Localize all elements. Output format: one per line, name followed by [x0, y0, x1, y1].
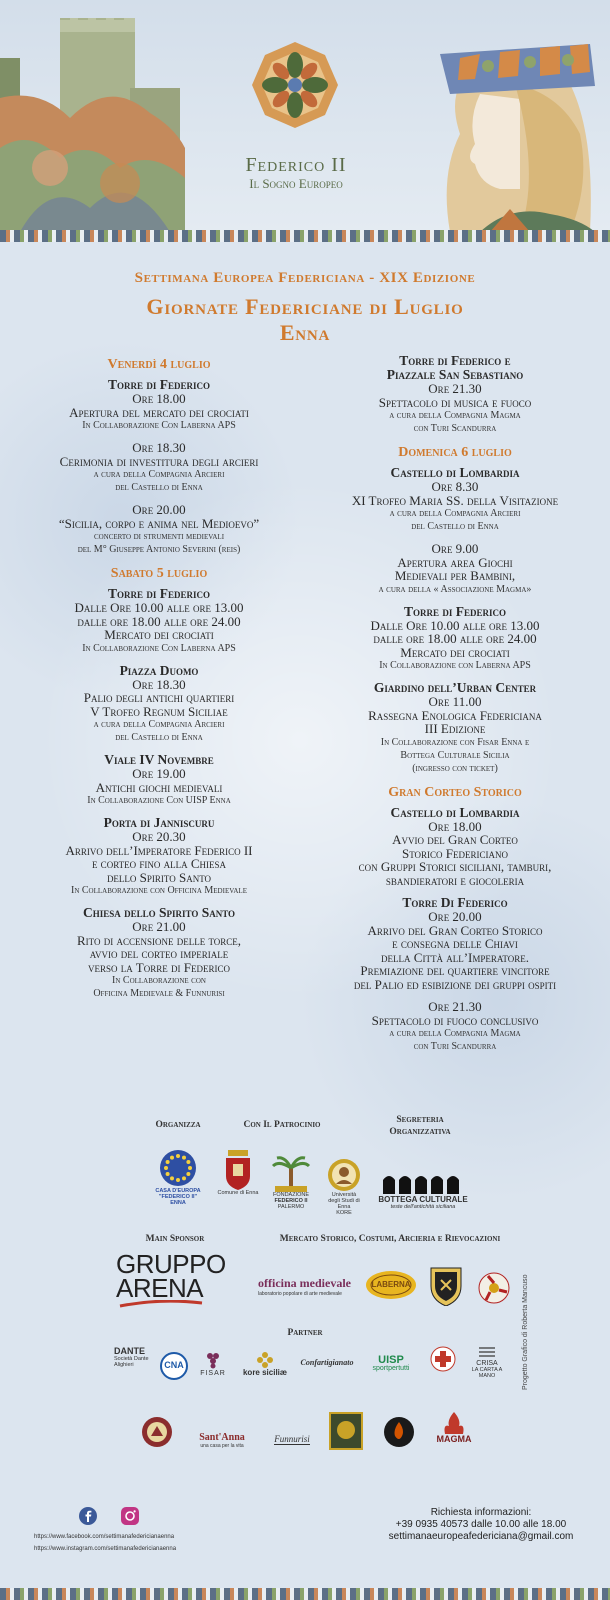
main-title-line-1: Giornate Federiciane di Luglio — [146, 294, 464, 319]
event-note: In Collaborazione con Fisar Enna e — [380, 736, 530, 748]
event-note: (ingresso con ticket) — [412, 762, 498, 774]
trinacria-logo — [476, 1272, 512, 1304]
edition-title: Settimana Europea Federiciana - XIX Edizione — [134, 270, 476, 286]
program-event — [14, 587, 304, 655]
event-note: In Collaborazione Con UISP Enna — [87, 795, 231, 806]
program-event — [14, 816, 304, 897]
event-note: In Collaborazione Con Laberna APS — [82, 420, 236, 431]
event-note: a cura della Compagnia Magma — [389, 410, 521, 421]
shield-icon — [429, 1264, 463, 1306]
label-organizza: Organizza — [155, 1120, 201, 1130]
confartigianato-logo: Confartigianato — [300, 1358, 354, 1367]
facebook-link[interactable]: https://www.facebook.com/settimanafedericianaenna — [34, 1534, 175, 1540]
event-description: Mercato dei crociati — [104, 627, 214, 642]
crest-circle-icon — [141, 1416, 173, 1448]
crisa-logo: CRISA LA CARTA A MANO — [466, 1346, 508, 1379]
program-event — [14, 503, 304, 556]
event-place: Torre di Federico — [107, 586, 210, 601]
event-time: Ore 8.30 — [431, 479, 479, 494]
flower-icon — [257, 1352, 273, 1368]
event-description: Mercato dei crociati — [400, 644, 510, 660]
fondazione-federico-logo: FONDAZIONE FEDERICO II PALERMO — [266, 1156, 316, 1210]
event-description: dello Spirito Santo — [106, 869, 212, 885]
event-description: V Trofeo Regnum Siciliae — [90, 703, 228, 719]
facebook-icon[interactable] — [78, 1506, 98, 1531]
event-note: del M° Giuseppe Antonio Severini (reis) — [77, 544, 241, 555]
decorative-border-bottom — [0, 1588, 610, 1600]
eu-stars-icon — [158, 1148, 198, 1188]
event-description: verso la Torre di Federico — [88, 959, 230, 975]
program-event — [310, 466, 600, 533]
santanna-logo: Sant'Anna una casa per la vita — [199, 1432, 245, 1449]
event-place: Torre di Federico — [107, 377, 210, 392]
arcieri-shield-logo — [426, 1264, 466, 1306]
event-description: Apertura del mercato dei crociati — [69, 404, 249, 420]
event-note: In Collaborazione con — [112, 975, 206, 986]
city-crest-icon — [224, 1150, 252, 1190]
event-description: Spettacolo di fuoco conclusivo — [371, 1012, 539, 1028]
event-time: Ore 21.00 — [132, 919, 186, 934]
program-event — [310, 896, 600, 991]
event-note: concerto di strumenti medievali — [93, 531, 225, 542]
day-heading: Sabato 5 luglio — [110, 566, 208, 581]
palm-tree-icon — [271, 1156, 311, 1192]
design-credit: Progetto Grafico di Roberta Mancuso — [522, 1274, 529, 1390]
magma-logo: MAGMA — [434, 1412, 474, 1444]
program-event — [14, 753, 304, 807]
gruppo-arena-logo: GRUPPO ARENA — [116, 1252, 246, 1308]
event-time: Ore 9.00 — [431, 541, 479, 556]
event-note: Officina Medievale & Funnurisi — [93, 988, 225, 999]
federico-ii-emblem — [250, 40, 340, 130]
poster-header — [0, 0, 610, 232]
event-time: Ore 21.30 — [428, 999, 482, 1014]
fisar-logo: FISAR — [194, 1350, 232, 1377]
event-note: a cura della « Associazione Magma» — [378, 583, 532, 595]
instagram-link[interactable]: https://www.instagram.com/settimanafedericianaenna — [34, 1546, 177, 1552]
event-description: Premiazione del quartiere vincitore — [360, 963, 550, 978]
event-time: Dalle Ore 10.00 alle ore 13.00 — [74, 600, 244, 615]
event-place: Chiesa dello Spirito Santo — [82, 905, 236, 920]
program-event — [14, 906, 304, 1000]
event-place: Viale IV Novembre — [104, 752, 214, 767]
event-note: del Castello di Enna — [115, 732, 203, 743]
event-time: Ore 20.30 — [132, 829, 186, 844]
program-event — [310, 806, 600, 888]
event-note: a cura della Compagnia Arcieri — [93, 719, 225, 730]
label-main-sponsor: Main Sponsor — [145, 1234, 205, 1244]
label-segreteria: Segreteria Organizzativa — [389, 1115, 451, 1137]
event-note: In Collaborazione Con Laberna APS — [82, 642, 236, 654]
main-title-line-2: Enna — [279, 320, 331, 345]
event-description: Arrivo del Gran Corteo Storico — [367, 922, 543, 938]
event-place: Castello di Lombardia — [390, 804, 520, 820]
event-note: In Collaborazione con Officina Medievale — [71, 885, 247, 896]
main-title — [0, 294, 610, 346]
event-description: Rito di accensione delle torce, — [76, 932, 242, 948]
program-event — [310, 1000, 600, 1053]
square-crest-logo — [328, 1412, 364, 1450]
event-place: Castello di Lombardia — [390, 465, 520, 480]
event-time: Ore 20.00 — [428, 909, 482, 924]
event-description: dalle ore 18.00 alle ore 24.00 — [373, 631, 537, 646]
day-heading: Domenica 6 luglio — [398, 445, 512, 460]
event-place: Torre di Federico e — [399, 353, 511, 368]
crest-square-icon — [329, 1412, 363, 1450]
event-note: In Collaborazione con Laberna APS — [379, 660, 531, 671]
label-mercato: Mercato Storico, Costumi, Arcieria e Rievocazioni — [279, 1234, 501, 1244]
day-heading: Venerdì 4 luglio — [107, 357, 211, 372]
day-heading: Gran Corteo Storico — [388, 784, 522, 800]
instagram-icon[interactable] — [120, 1506, 140, 1531]
logo-title: Federico II — [245, 154, 347, 176]
event-description: e corteo fino alla Chiesa — [91, 856, 227, 871]
program-event — [310, 681, 600, 775]
event-note: a cura della Compagnia Arcieri — [389, 508, 521, 519]
logo-subtitle: Il Sogno Europeo — [249, 176, 343, 191]
dante-alighieri-logo: DANTE Società Dante Alighieri — [114, 1346, 149, 1368]
laberna-logo: LABERNA — [364, 1270, 418, 1300]
program-event — [310, 542, 600, 596]
event-description: avvio del corteo imperiale — [89, 946, 229, 961]
trinacria-icon — [478, 1272, 510, 1304]
event-time: Ore 18.30 — [132, 440, 186, 455]
comune-enna-logo: Comune di Enna — [216, 1150, 260, 1196]
event-place: Piazzale San Sebastiano — [386, 367, 524, 382]
event-note: con Turi Scandurra — [413, 423, 497, 434]
casa-europa-logo: CASA D'EUROPA "FEDERICO II" ENNA — [150, 1148, 206, 1206]
officina-medievale-logo: officina medievale laboratorio popolare di arte medievale — [258, 1276, 351, 1297]
event-note: con Turi Scandurra — [413, 1041, 497, 1052]
logo-title-block — [230, 154, 362, 192]
program-event — [14, 441, 304, 494]
frederick-portrait — [420, 24, 610, 232]
program-column-right — [310, 354, 600, 1062]
event-description: III Edizione — [424, 721, 486, 736]
event-description: Palio degli antichi quartieri — [83, 690, 235, 705]
event-note: Bottega Culturale Sicilia — [400, 749, 510, 761]
event-description: Storico Federiciano — [401, 845, 509, 861]
info-title: Richiesta informazioni: — [430, 1507, 532, 1518]
event-place: Torre di Federico — [403, 603, 506, 619]
event-description: Cerimonia di investitura degli arcieri — [59, 453, 259, 469]
red-cross-logo — [428, 1346, 458, 1372]
event-description: Spettacolo di musica e fuoco — [378, 394, 532, 410]
uisp-logo: UISP sportpertutti — [372, 1354, 410, 1372]
event-note: a cura della Compagnia Arcieri — [93, 469, 225, 480]
program-column-left — [14, 354, 304, 1009]
paper-lines-icon — [477, 1346, 497, 1360]
red-cross-icon — [430, 1346, 456, 1372]
event-place: Porta di Janniscuru — [103, 815, 215, 830]
event-description: e consegna delle Chiavi — [392, 936, 518, 951]
grapes-icon — [203, 1350, 223, 1370]
event-description: del Palio ed esibizione dei gruppi ospiti — [353, 976, 557, 992]
bottega-culturale-logo: BOTTEGA CULTURALE teste dell'antichità siciliana — [378, 1172, 468, 1210]
info-phone: +39 0935 40573 dalle 10.00 alle 18.00 — [395, 1519, 567, 1530]
event-description: con Gruppi Storici siciliani, tamburi, — [358, 859, 552, 874]
event-note: del Castello di Enna — [115, 482, 203, 493]
castle-illustration — [0, 18, 185, 232]
event-description: Avvio del Gran Corteo — [392, 832, 518, 847]
info-email[interactable]: settimanaeuropeafedericiana@gmail.com — [388, 1531, 574, 1542]
event-time: Ore 18.00 — [428, 818, 482, 834]
event-note: a cura della Compagnia Magma — [389, 1028, 521, 1039]
event-time: Ore 18.30 — [132, 676, 186, 692]
event-description: dalle ore 18.00 alle ore 24.00 — [77, 613, 241, 629]
university-seal-icon — [327, 1158, 361, 1192]
decorative-border-top — [0, 230, 610, 242]
arches-icon — [381, 1172, 465, 1194]
funnurisi-logo: Funnurisi — [274, 1434, 310, 1444]
fire-circle-logo — [382, 1416, 416, 1448]
magma-flame-icon — [441, 1412, 467, 1434]
event-description: Apertura area Giochi — [397, 554, 513, 570]
round-crest-logo — [140, 1416, 174, 1448]
event-description: Antichi giochi medievali — [95, 779, 223, 795]
event-time: Ore 21.30 — [428, 381, 482, 396]
swoosh-icon — [116, 1300, 206, 1308]
event-description: XI Trofeo Maria SS. della Visitazione — [351, 492, 559, 508]
event-time: Ore 19.00 — [132, 766, 186, 781]
event-description: Medievali per Bambini, — [394, 568, 516, 583]
flame-icon — [383, 1416, 415, 1448]
label-partner: Partner — [287, 1328, 323, 1338]
event-place: Piazza Duomo — [119, 662, 199, 678]
event-description: sbandieratori e giocoleria — [385, 872, 525, 888]
info-block — [376, 1507, 586, 1543]
program-event — [14, 378, 304, 432]
event-description: “Sicilia, corpo e anima nel Medioevo” — [58, 515, 260, 531]
program-event — [14, 664, 304, 745]
program-event — [310, 354, 600, 435]
event-place: Torre Di Federico — [402, 895, 508, 910]
event-note: del Castello di Enna — [411, 521, 499, 532]
event-description: Arrivo dell’Imperatore Federico II — [65, 842, 253, 858]
event-description: Rassegna Enologica Federiciana — [368, 707, 542, 723]
program-event — [310, 605, 600, 673]
event-time: Ore 11.00 — [428, 694, 482, 709]
label-patrocinio: Con Il Patrocinio — [243, 1120, 321, 1130]
event-time: Dalle Ore 10.00 alle ore 13.00 — [370, 617, 540, 633]
event-time: Ore 18.00 — [132, 391, 186, 406]
universita-kore-logo: Università degli Studi di Enna KORE — [322, 1158, 366, 1216]
event-time: Ore 20.00 — [132, 502, 186, 517]
cna-logo: CNA — [158, 1352, 190, 1380]
kore-siciliae-logo: kore siciliæ — [236, 1352, 294, 1377]
event-place: Giardino dell’Urban Center — [373, 680, 537, 695]
event-description: della Città all’Imperatore. — [381, 949, 529, 965]
